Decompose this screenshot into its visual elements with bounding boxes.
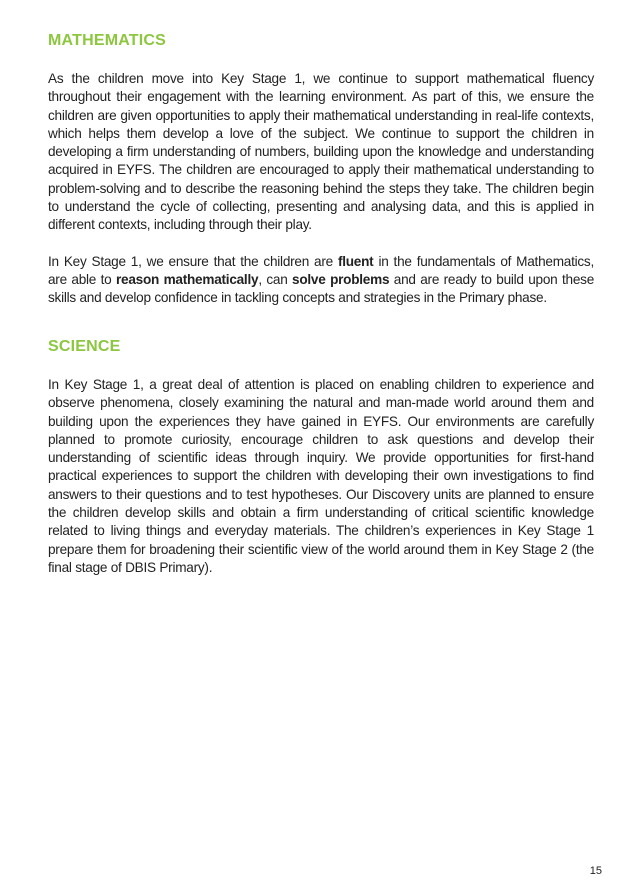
- mathematics-heading: MATHEMATICS: [48, 32, 167, 49]
- mathematics-paragraph-2-text-1: In Key Stage 1, we ensure that the children are: [48, 253, 338, 269]
- science-heading: SCIENCE: [48, 338, 121, 355]
- fluent-emphasis: fluent: [337, 253, 374, 269]
- science-section: [48, 338, 594, 577]
- solve-problems-emphasis: solve problems: [292, 271, 390, 287]
- mathematics-paragraph-2-text-2: in the fundamentals of Mathematics, are able to: [48, 253, 594, 287]
- mathematics-paragraph-2: [48, 253, 594, 308]
- reason-mathematically-emphasis: reason mathematically: [115, 271, 259, 287]
- mathematics-paragraph-2-text-4: and are ready to build upon these skills and develop confidence in tackling concepts and strategies in the Primary phase.: [48, 271, 595, 306]
- mathematics-paragraph-2-text-3: , can: [258, 271, 293, 287]
- science-paragraph-1: In Key Stage 1, a great deal of attention is placed on enabling children to experience and observe phenomena, closely examining the natural and man-made world around them and building upon the experiences they have gained in EYFS. Our environments are carefully planned to promote curiosity, encourage children to ask questions and develop their understanding of scientific ideas through inquiry. We provide opportunities for first-hand practical experiences to support the children with developing their own investigations to find answers to their questions and to test hypotheses. Our Discovery units are planned to ensure the children develop skills and obtain a firm understanding of critical scientific knowledge related to living things and everyday materials. The children’s experiences in Key Stage 1 prepare them for broadening their scientific view of the world around them in Key Stage 2 (the final stage of DBIS Primary).: [48, 377, 594, 575]
- mathematics-paragraph-1: As the children move into Key Stage 1, we continue to support mathematical fluency throughout their engagement with the learning environment. As part of this, we ensure the children are given opportunities to apply their mathematical understanding in real-life contexts, which helps them develop a love of the subject. We continue to support the children in developing a firm understanding of numbers, building upon the knowledge and understanding acquired in EYFS. The children are encouraged to apply their mathematical understanding to problem-solving and to describe the reasoning behind the steps they take. The children begin to understand the cycle of collecting, presenting and analysing data, and this is applied in different contexts, including through their play.: [48, 71, 594, 233]
- page-number: 15: [589, 865, 602, 877]
- mathematics-section: [48, 32, 594, 308]
